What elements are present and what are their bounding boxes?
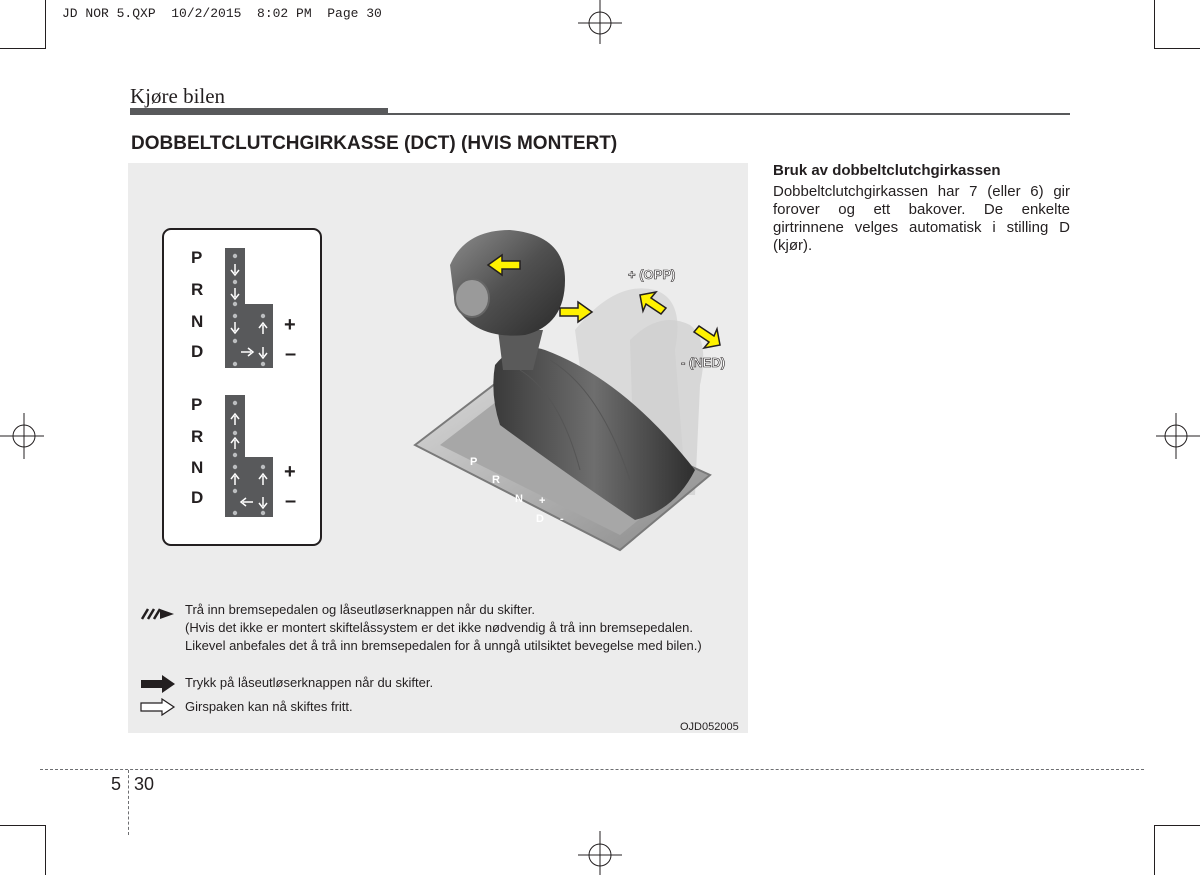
header-rule — [388, 113, 1070, 115]
legend-item-button: Trykk på låseutløserknappen når du skifter. — [185, 675, 434, 690]
subheading: Bruk av dobbeltclutchgirkassen — [773, 162, 1001, 179]
shift-pattern-box — [162, 228, 322, 546]
outline-arrow-icon — [140, 698, 176, 716]
console-letter-r: R — [492, 474, 500, 486]
gate-letter-n-lower: N — [191, 458, 204, 477]
right-column — [773, 162, 1070, 255]
gate-letter-r-lower: R — [191, 427, 204, 446]
gate-diagram-lower — [223, 393, 275, 519]
minus-sign-upper: – — [285, 343, 297, 365]
minus-sign-lower: – — [285, 490, 297, 512]
figure-code: OJD052005 — [680, 721, 739, 733]
console-letter-d: D — [536, 513, 544, 525]
gear-shifter-illustration — [400, 220, 745, 565]
registration-mark-left — [0, 410, 44, 460]
legend-item-free: Girspaken kan nå skiftes fritt. — [185, 699, 353, 714]
label-down: - (NED) — [681, 355, 726, 370]
print-slug: JD NOR 5.QXP 10/2/2015 8:02 PM Page 30 — [62, 6, 382, 21]
console-letter-p: P — [470, 456, 478, 468]
console-plus: + — [539, 495, 546, 507]
gate-letter-d-upper: D — [191, 342, 204, 361]
page-number: 30 — [134, 774, 155, 794]
chapter-number: 5 — [111, 774, 122, 794]
page-heading: DOBBELTCLUTCHGIRKASSE (DCT) (HVIS MONTERT) — [131, 133, 618, 154]
plus-sign-upper: + — [284, 314, 296, 336]
registration-mark-bottom — [575, 831, 625, 875]
gate-letter-d-lower: D — [191, 488, 204, 507]
console-letter-n: N — [515, 493, 523, 505]
gate-diagram-upper — [223, 246, 275, 370]
registration-mark-top — [575, 0, 625, 44]
registration-mark-right — [1156, 410, 1200, 460]
striped-arrow-icon — [140, 606, 176, 622]
gate-letter-n-upper: N — [191, 312, 204, 331]
body-paragraph: Dobbeltclutchgirkassen har 7 (eller 6) gir forover og ett bakover. De enkelte girtrinnene velges automatisk i stilling D (kjør). — [773, 183, 1070, 254]
section-title: Kjøre bilen — [130, 84, 226, 108]
gate-letter-r-upper: R — [191, 280, 204, 299]
footer-rule — [40, 769, 1144, 770]
footer-divider — [128, 770, 129, 835]
legend-item-brake: Trå inn bremsepedalen og låseutløserknappen når du skifter. (Hvis det ikke er montert skiftelåssystem er det ikke nødvendig å trå inn bremsepedalen. Likevel anbefales det å trå inn bremsepedalen for å unngå utilsiktet bevegelse med bilen.) — [185, 602, 702, 653]
gate-letter-p-lower: P — [191, 395, 203, 414]
console-minus: - — [560, 513, 564, 525]
gate-letter-p-upper: P — [191, 248, 203, 267]
plus-sign-lower: + — [284, 461, 296, 483]
header-bar — [130, 108, 388, 115]
label-up: + (OPP) — [628, 267, 676, 282]
solid-arrow-icon — [140, 675, 176, 693]
